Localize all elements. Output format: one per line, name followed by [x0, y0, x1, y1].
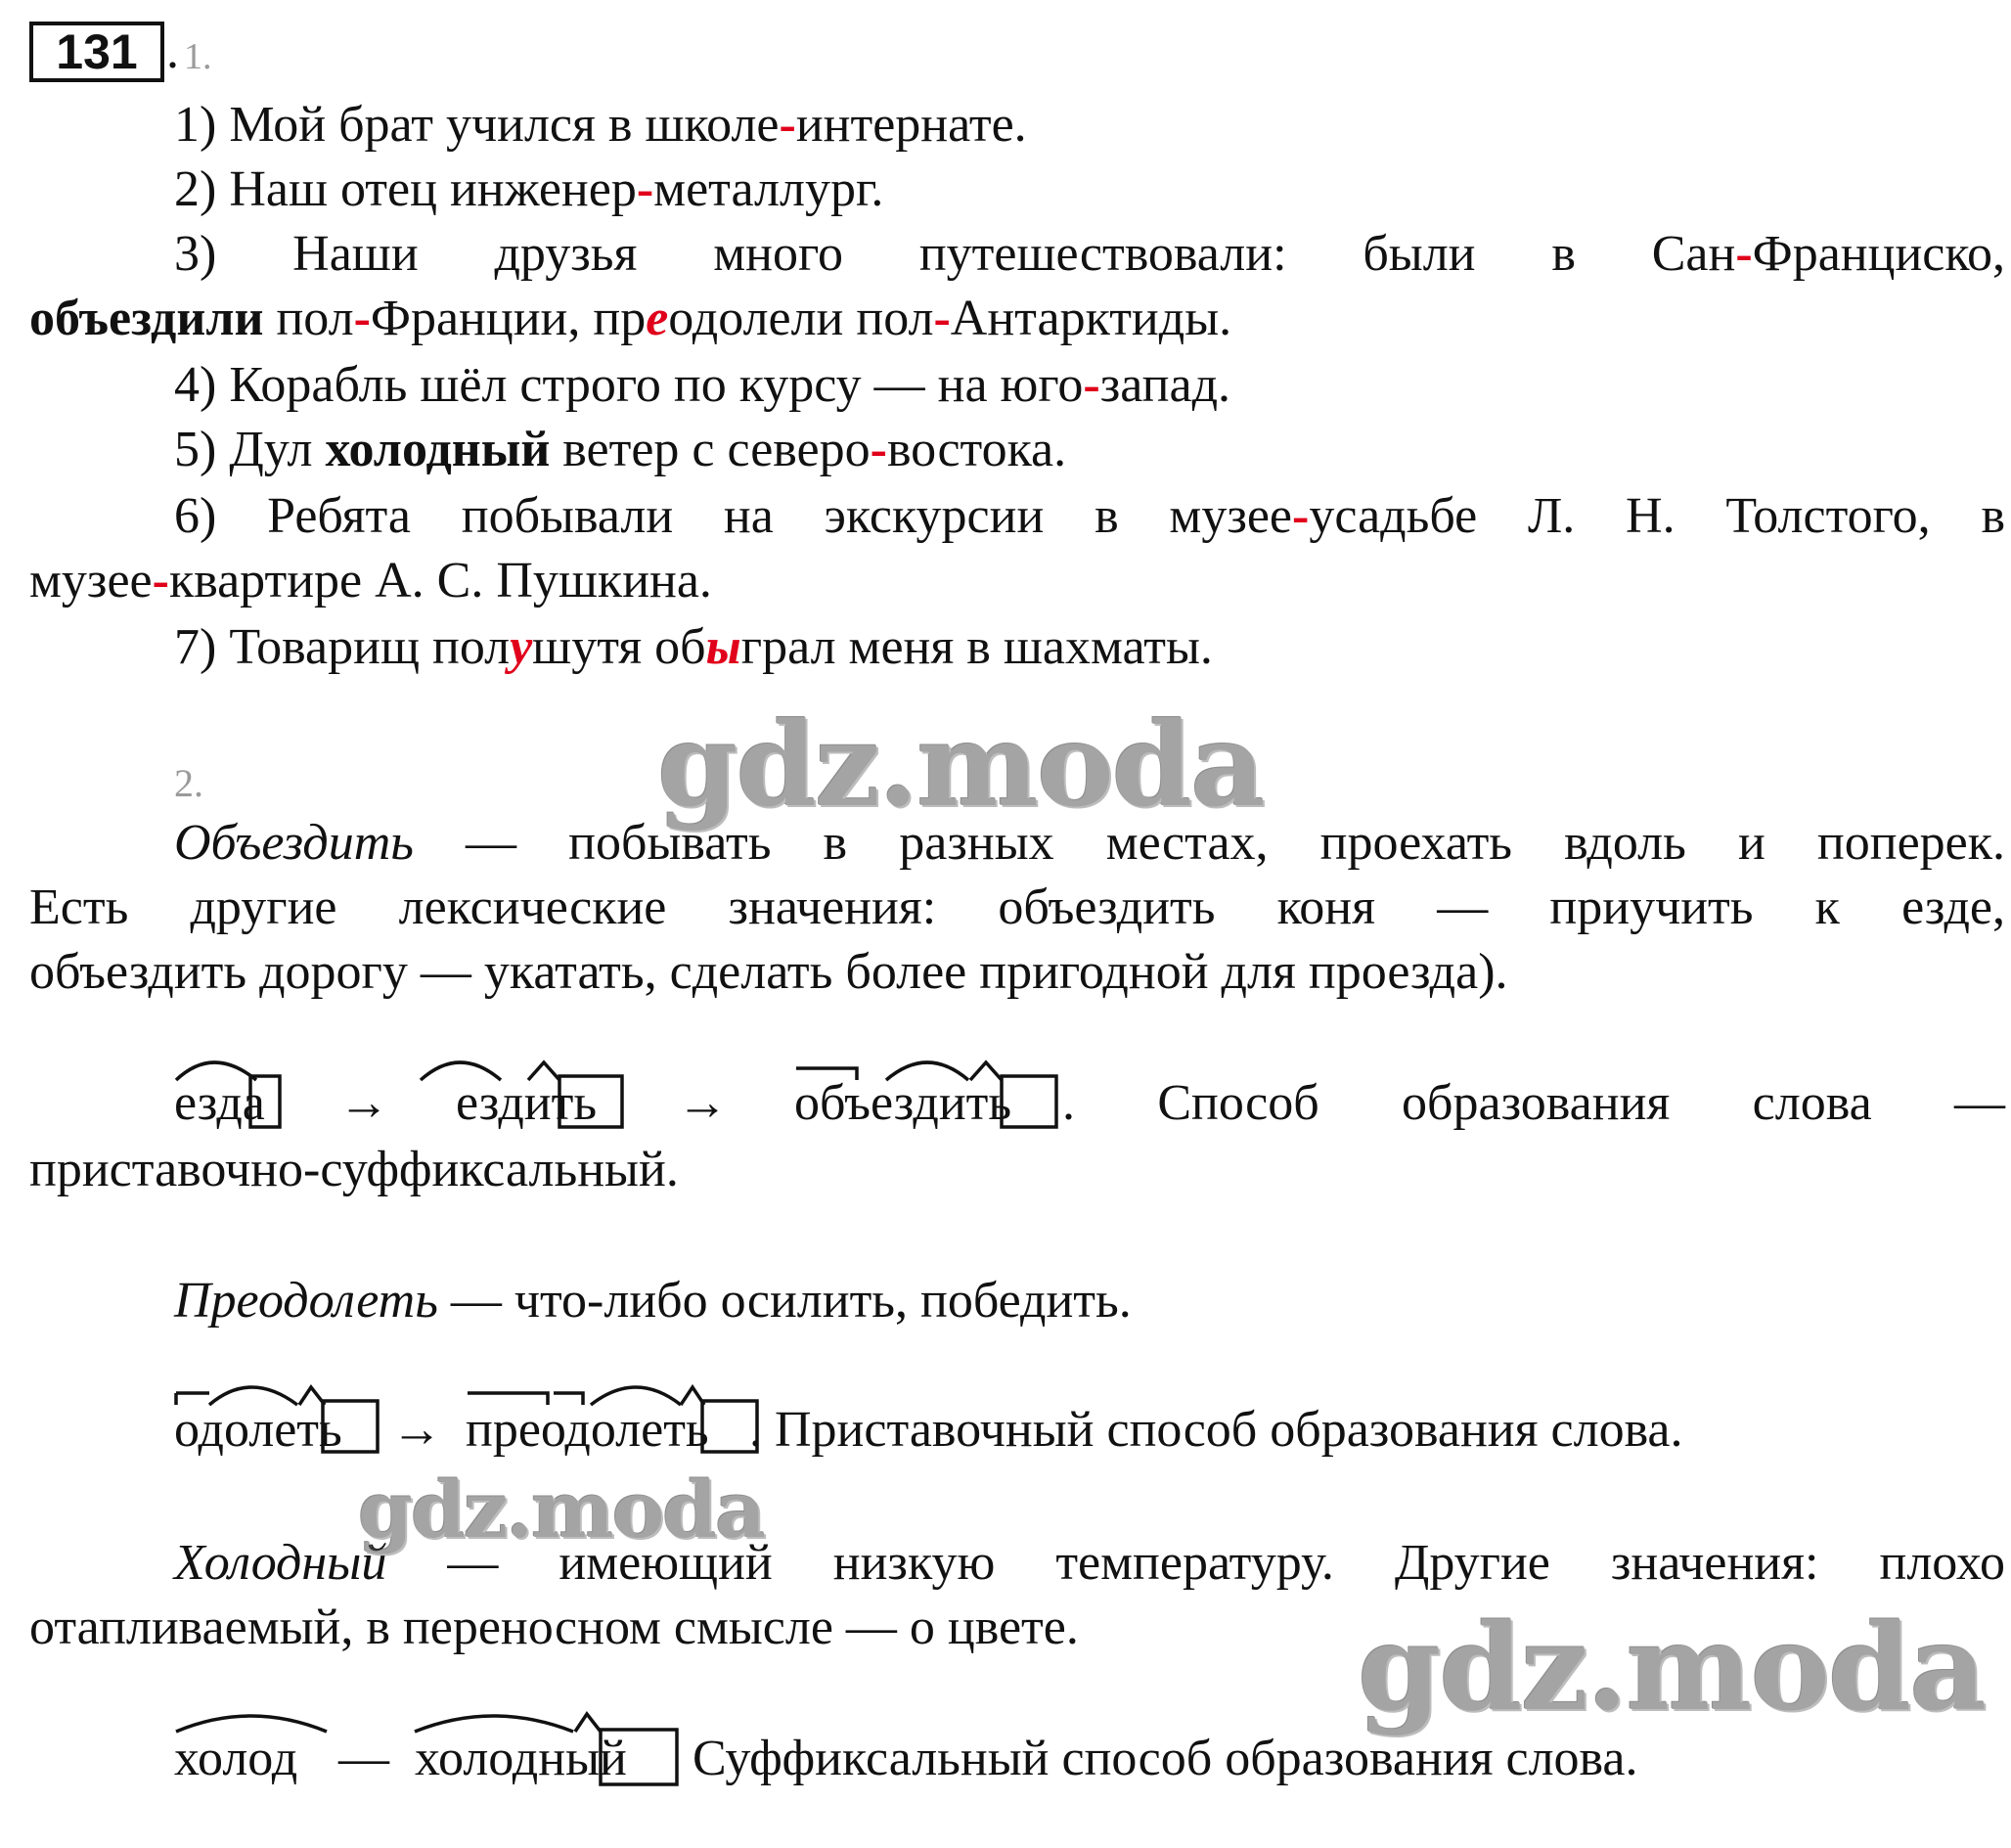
chain-method: . Приставочный способ образования слова.	[749, 1402, 1683, 1458]
definition-obezdit-line3: объездить дорогу — укатать, сделать более пригодной для проезда).	[29, 944, 1508, 1000]
sentence-6: 6) Ребята побывали на экскурсии в музее-усадьбе Л. Н. Толстого, в	[174, 488, 2005, 544]
chain-word-holod: холод	[174, 1731, 298, 1786]
chain-arrow: →	[391, 1402, 442, 1458]
sentence-3-cont: объездили пол-Франции, преодолели пол-Антарктиды.	[29, 291, 1232, 346]
definition-holodny-line1: Холодный — имеющий низкую температуру. Другие значения: плохо	[174, 1535, 2005, 1591]
sentence-7: 7) Товарищ полушутя обыграл меня в шахматы.	[174, 619, 1213, 675]
exercise-number: 131	[29, 22, 164, 82]
definition-obezdit-line2: Есть другие лексические значения: объездить коня — приучить к езде,	[29, 879, 2005, 935]
chain-arrow: →	[677, 1075, 728, 1131]
chain-word-holodny: холодный	[415, 1731, 627, 1786]
definition-obezdit-line1: Объездить — побывать в разных местах, проехать вдоль и поперек.	[174, 815, 2005, 871]
chain-method: . Способ образования слова —	[1062, 1075, 2005, 1131]
definition-preodolet: Преодолеть — что-либо осилить, победить.	[174, 1273, 1132, 1329]
part2-label: 2.	[174, 761, 203, 805]
chain-arrow: →	[338, 1075, 389, 1131]
chain-word-ezdit: ездить	[456, 1075, 598, 1131]
chain-word-ezda: езда	[174, 1075, 265, 1131]
sentence-3: 3) Наши друзья много путешествовали: были в Сан-Франциско,	[174, 226, 2005, 282]
watermark: gdz.moda	[358, 1464, 764, 1555]
exercise-number-dot: .	[166, 23, 179, 79]
sentence-2: 2) Наш отец инженер-металлург.	[174, 161, 884, 217]
watermark: gdz.moda	[657, 697, 1264, 833]
chain-word-odolet: одолеть	[174, 1402, 342, 1458]
chain-word-preodolet: преодолеть	[466, 1402, 709, 1458]
definition-holodny-line2: отапливаемый, в переносном смысле — о цвете.	[29, 1600, 1079, 1655]
chain-word-obezdit: объездить	[794, 1075, 1012, 1131]
chain-obezdit	[174, 1074, 2005, 1139]
chain-dash: —	[338, 1731, 389, 1786]
watermark: gdz.moda	[1358, 1597, 1986, 1737]
chain-preodolet	[174, 1401, 2005, 1465]
sentence-6-cont: музее-квартире А. С. Пушкина.	[29, 553, 712, 608]
sentence-4: 4) Корабль шёл строго по курсу — на юго-запад.	[174, 357, 1231, 413]
part1-label: 1.	[184, 36, 212, 77]
chain-obezdit-method-cont: приставочно-суффиксальный.	[29, 1142, 679, 1197]
chain-holodny	[174, 1730, 2005, 1794]
sentence-5: 5) Дул холодный ветер с северо-востока.	[174, 422, 1067, 477]
chain-method: Суффиксальный способ образования слова.	[693, 1731, 1638, 1786]
sentence-1: 1) Мой брат учился в школе-интернате.	[174, 97, 1027, 153]
